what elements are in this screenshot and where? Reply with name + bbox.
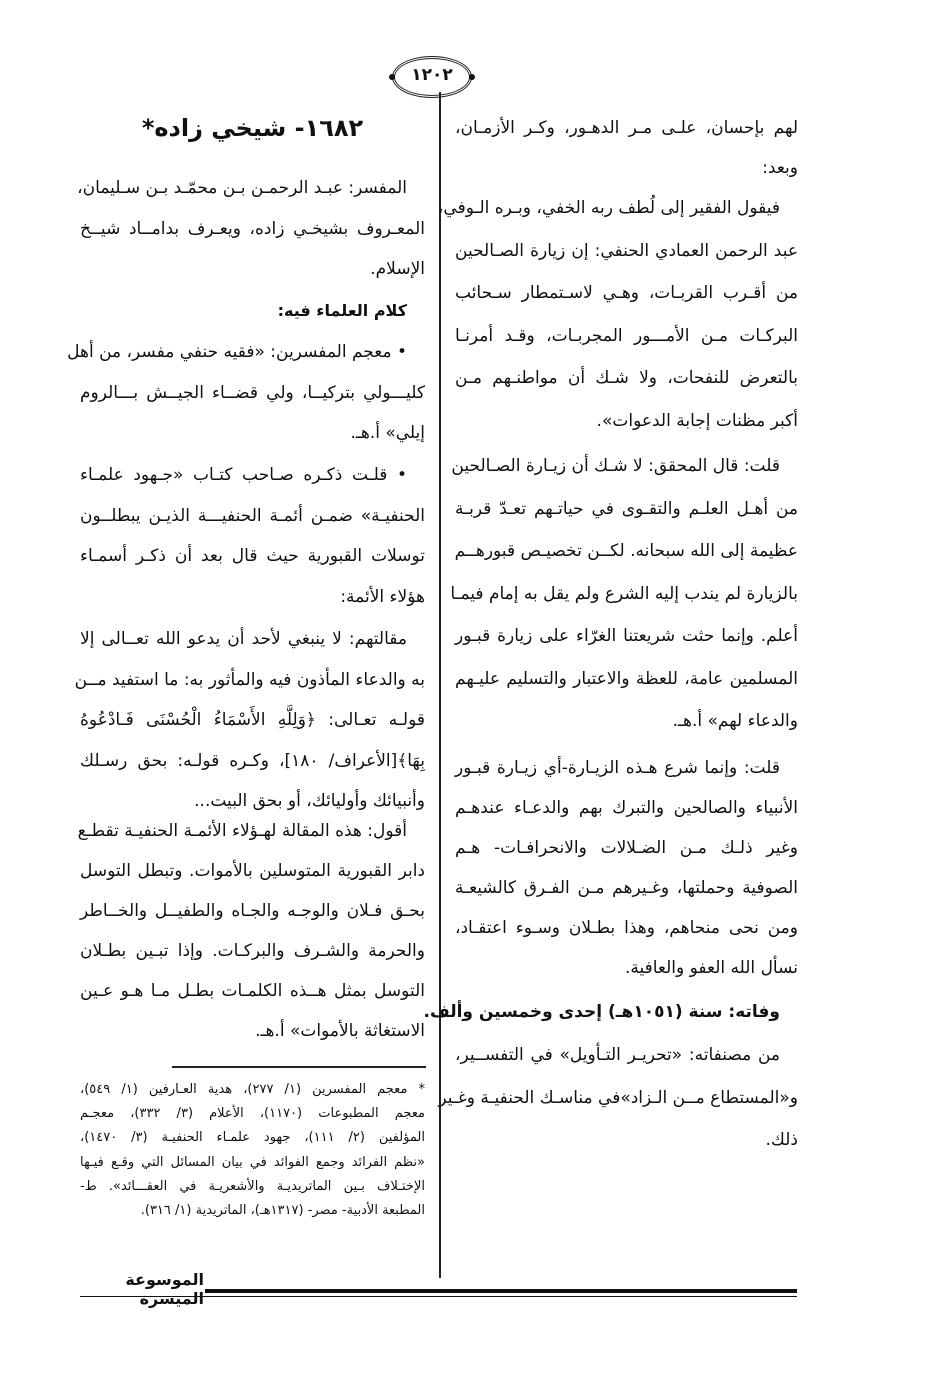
text-line: الإسلام. [370, 259, 425, 279]
text-line: وفاته: سنة (١٠٥١هـ) إحدى وخمسين وألف. [423, 1002, 780, 1022]
text-line: وغير ذلـك مـن الضـلالات والانحرافـات- هـم [455, 838, 798, 858]
works-paragraph [438, 1034, 798, 1162]
text-line: أكبر مظنات إجابة الدعوات». [596, 410, 798, 431]
text-line: من أقـرب القربـات، وهـي لاسـتمطار سـحائب [455, 283, 798, 303]
quote-paragraph [74, 619, 425, 822]
footnote-separator [172, 1066, 426, 1068]
paragraph [455, 748, 798, 988]
entry-title: ١٦٨٢- شيخي زاده* [141, 114, 364, 142]
text-line: الأنبياء والصالحين والتبرك بهم والدعـاء عندهـم [455, 798, 798, 818]
text-line: ذلك. [765, 1130, 798, 1150]
text-line: بالزيارة لم يندب إليه الشرع ولم يقل به إمام فيمـا [450, 583, 798, 604]
text-line: من مصنفاته: «تحريـر التـأويل» في التفســير، [455, 1045, 780, 1065]
text-line: هؤلاء الأئمة: [340, 586, 425, 607]
bullet-paragraph [67, 332, 425, 454]
text-line: ومن نحى منحاهم، وهذا بطـلان وسـوء اعتقـاد، [455, 918, 798, 938]
text-line: والحرمة والشـرف والبركـات. وإذا تبـين بطـلان [80, 941, 425, 961]
text-line: و«المستطاع مــن الـزاد»في مناسـك الحنفيـة وغـير [438, 1087, 798, 1108]
text-line: الاستغاثة بالأموات» أ.هـ. [255, 1021, 425, 1041]
section-heading: كلام العلماء فيه: [277, 301, 407, 320]
paragraph [450, 445, 798, 743]
death-date [423, 992, 798, 1032]
footnote-line: معجم المطبوعات (١١٧٠)، الأعلام (٣/ ٣٣٢)، معجـم [80, 1106, 425, 1122]
paragraph [455, 107, 798, 186]
bullet-paragraph [80, 455, 425, 617]
footnote-line: المؤلفين (٢/ ١١١)، جهود علمـاء الحنفيـة (٣/ ١٤٧٠)، [80, 1130, 425, 1146]
text-line: دابر القبورية المتوسلين بالأموات. وتبطل التوسل [80, 861, 425, 881]
text-line: المسلمين عامة، للعظة والاعتبار والتسليم عليـهم [455, 668, 798, 689]
footnote [80, 1078, 425, 1223]
footnote-line: «نظم الفرائد وجمع الفوائد في بيان المسائل التي وقـع فيـها [80, 1154, 425, 1170]
left-column [67, 0, 426, 1260]
text-line: فيقول الفقير إلى لُطف ربه الخفي، وبـره الـوفي، [437, 198, 780, 218]
text-line: بِهَا﴾[الأعراف/ ١٨٠]، وكـره قولـه: بحق رسـلك [80, 750, 425, 771]
page-number: ١٢٠٢ [411, 65, 453, 85]
text-line: مقالتهم: لا ينبغي لأحد أن يدعو الله تعــالى إلا [80, 629, 407, 649]
text-line: لهم بإحسان، علـى مـر الدهـور، وكـر الأزمـان، [455, 118, 798, 138]
text-line: قولـه تعـالى: ﴿وَلِلَّهِ الأَسْمَاءُ الْحُسْنَى فَـادْعُوهُ [80, 710, 425, 730]
text-line: • معجم المفسرين: «فقيه حنفي مفسر، من أهل [67, 342, 407, 362]
text-line: قلت: قال المحقق: لا شـك أن زيـارة الصـالحين [451, 456, 780, 476]
footnote-line: * معجم المفسرين (١/ ٢٧٧)، هدية العـارفين (١/ ٥٤٩)، [80, 1082, 426, 1097]
paragraph [437, 187, 798, 442]
comment-paragraph [77, 811, 425, 1051]
footnote-line: المطبعة الأدبية- مصر- (١٣١٧هـ)، الماتريدية (١/ ٣١٦). [140, 1202, 425, 1218]
text-line: توسلات القبورية حيث قال بعد أن ذكـر أسمـاء [80, 546, 425, 566]
footer-book-title: الموسوعة الميسرة [125, 1270, 204, 1308]
text-line: المفسر: عبـد الرحمـن بـن محمّـد بـن سـليمان، [77, 178, 407, 198]
text-line: به والدعاء المأذون فيه والمأثور به: ما استفيد مــن [74, 669, 425, 690]
text-line: إيلي» أ.هـ. [350, 423, 425, 443]
text-line: بالتعرض للنفحات، ولا شـك أن مواطنـهم مـن [455, 368, 798, 388]
text-line: قلت: وإنما شرع هـذه الزيـارة-أي زيـارة قبـور [455, 758, 780, 778]
text-line: وبعد: [762, 157, 798, 178]
text-line: أعلم. وإنما حثت شريعتنا الغرّاء على زيارة قبـور [455, 626, 798, 646]
text-line: بحـق فـلان والوجـه والجـاه والطفيــل والخــاطر [80, 901, 425, 921]
text-line: الصوفية وحملتها، وغـيرهم مـن الفـرق كالشيعـة [455, 878, 798, 898]
text-line: عبد الرحمن العمادي الحنفي: إن زيارة الصـالحين [455, 240, 798, 261]
footer-rule [205, 1289, 797, 1293]
text-line: التوسل بمثل هــذه الكلمـات بطـل مـا هـو عـين [80, 981, 425, 1001]
text-line: المعـروف بشيخـي زاده، ويعـرف بدامــاد شيــخ [80, 218, 425, 239]
text-line: الحنفيـة» ضمـن أئمـة الحنفيـــة الذيـن يبطلــون [80, 505, 425, 526]
text-line: والدعاء لهم» أ.هـ. [672, 711, 798, 731]
text-line: • قلـت ذكـره صـاحب كتـاب «جـهود علمـاء [80, 465, 407, 485]
text-line: البركـات مـن الأمـــور المجربـات، وقـد أمرنـا [455, 325, 798, 346]
text-line: عظيمة إلى الله سبحانه. لكــن تخصيـص قبورهــم [454, 541, 798, 561]
intro-paragraph [77, 168, 425, 290]
footnote-line: الإختـلاف بـين الماتريديـة والأشعريـة في العقـــائد». ط- [80, 1178, 425, 1194]
text-line: من أهـل العلـم والتقـوى في حياتـهم تعـدّ قربـة [455, 498, 798, 519]
text-line: أقول: هذه المقالة لهـؤلاء الأئمـة الحنفيـة تقطـع [77, 821, 407, 841]
text-line: كليـــولي بتركيــا، ولي قضــاء الجيــش بـــالروم [80, 382, 425, 403]
text-line: وأنبيائك وأوليائك، أو بحق البيت... [194, 791, 425, 811]
text-line: نسأل الله العفو والعافية. [624, 958, 798, 978]
